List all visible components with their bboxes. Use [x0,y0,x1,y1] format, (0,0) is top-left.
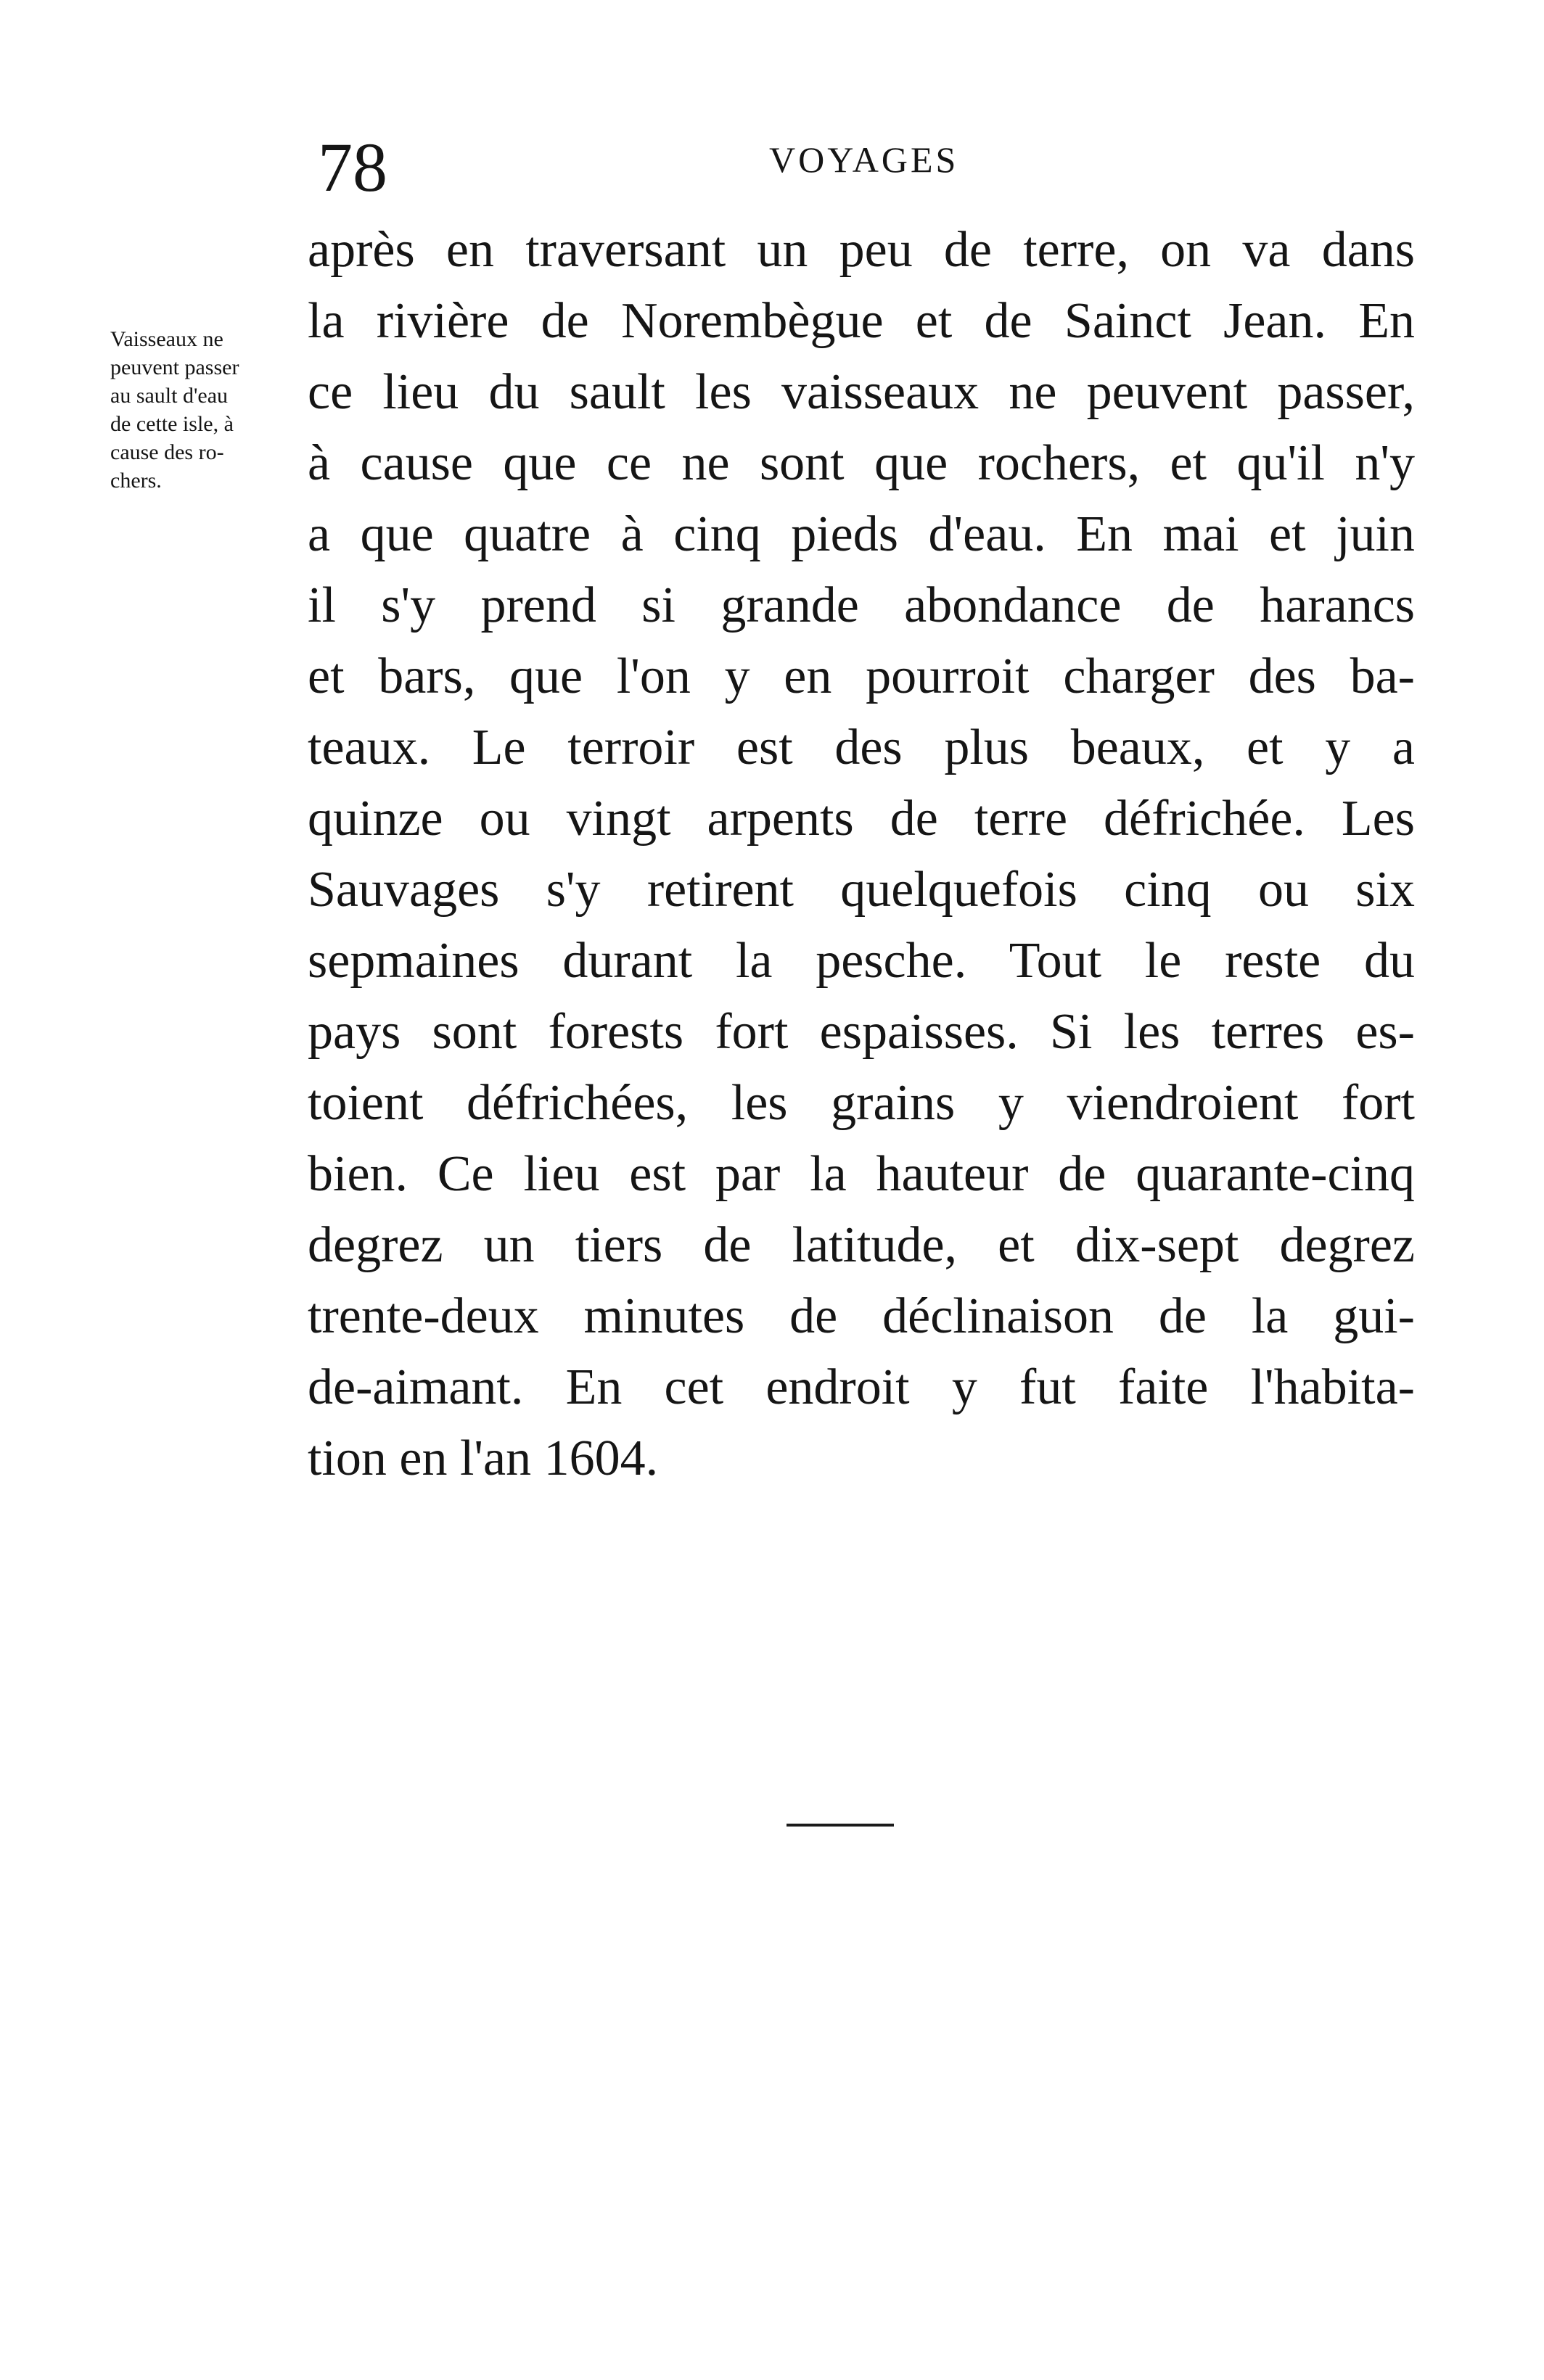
text-line: a que quatre à cinq pieds d'eau. En mai et juin [308,506,1415,562]
text-line: quinze ou vingt arpents de terre défrichée. Les [308,791,1415,847]
margin-note-line: Vaisseaux ne [110,327,223,351]
margin-note-line: de cette isle, à [110,412,234,436]
text-line: de-aimant. En cet endroit y fut faite l'habita- [308,1359,1415,1415]
page-number: 78 [318,128,387,206]
text-line: Sauvages s'y retirent quelquefois cinq ou six [308,862,1415,918]
text-line-last: tion en l'an 1604. [308,1430,659,1486]
text-line: degrez un tiers de latitude, et dix-sept degrez [308,1217,1415,1273]
margin-note-line: peuvent passer [110,355,239,379]
text-line: et bars, que l'on y en pourroit charger des ba- [308,648,1415,704]
text-line: bien. Ce lieu est par la hauteur de quarante-cinq [308,1146,1415,1202]
text-line: pays sont forests fort espaisses. Si les terres es- [308,1004,1415,1060]
text-line: à cause que ce ne sont que rochers, et qu'il n'y [308,435,1415,491]
text-line: il s'y prend si grande abondance de harancs [308,577,1415,633]
text-line: trente-deux minutes de déclinaison de la gui- [308,1288,1415,1344]
margin-note [110,325,318,495]
text-line: la rivière de Norembègue et de Sainct Jean. En [308,293,1415,349]
text-line: teaux. Le terroir est des plus beaux, et y a [308,720,1415,775]
margin-note-line: au sault d'eau [110,384,229,408]
margin-note-line: cause des ro- [110,440,224,464]
text-line: toient défrichées, les grains y viendroient fort [308,1075,1415,1131]
text-line: sepmaines durant la pesche. Tout le reste du [308,933,1415,989]
section-end-rule [787,1824,894,1827]
margin-note-line: chers. [110,469,162,493]
text-line: après en traversant un peu de terre, on va dans [308,222,1415,278]
text-line: ce lieu du sault les vaisseaux ne peuvent passer, [308,364,1415,420]
body-paragraph [308,215,1415,1494]
running-title: VOYAGES [769,139,959,180]
